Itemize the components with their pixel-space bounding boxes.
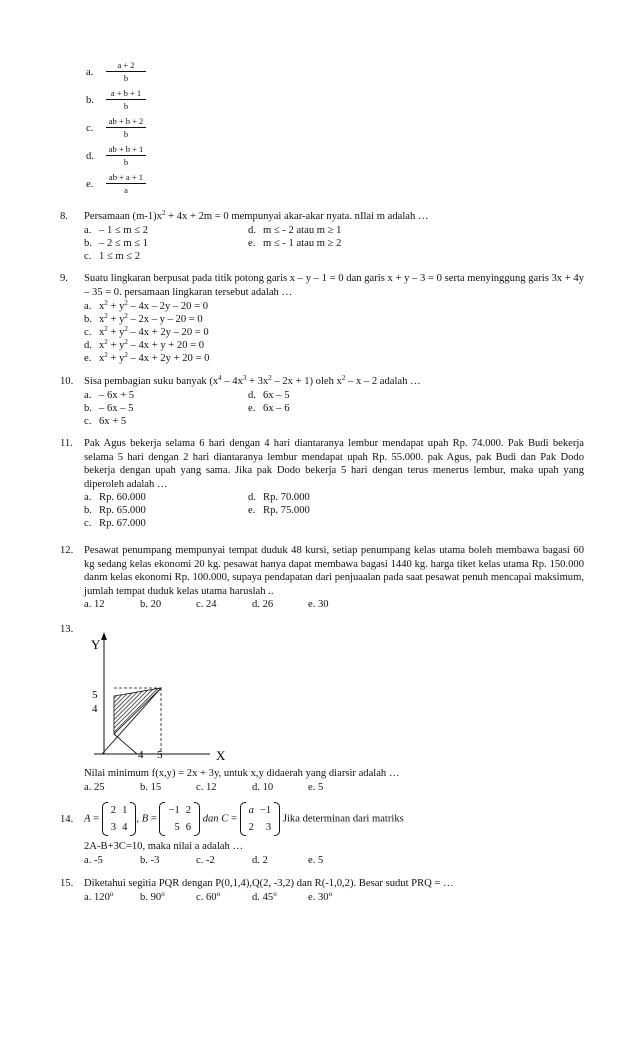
matrix-cell: 2 — [248, 822, 254, 833]
matrix-cell: 4 — [122, 822, 128, 833]
option-a: a. 12 — [84, 599, 105, 610]
fraction-denominator: b — [123, 73, 129, 83]
option-label: e. — [84, 353, 92, 364]
option-label: e. — [248, 238, 256, 249]
option-text: 1 ≤ m ≤ 2 — [99, 251, 141, 262]
prev-option-a — [86, 60, 166, 86]
x-term: x — [99, 327, 105, 338]
question-text: Nilai minimum f(x,y) = 2x + 3y, untuk x,y didaerah yang diarsir adalah … — [84, 768, 400, 779]
superscript: 2 — [104, 338, 108, 346]
option-text: – 4x + y + 20 = 0 — [127, 340, 205, 351]
option-label: a. — [84, 225, 92, 236]
prev-option-d — [86, 144, 166, 170]
matrix-name-a: A — [84, 813, 91, 825]
option-d — [84, 339, 204, 353]
option-a: a. -5 — [84, 855, 103, 866]
option-label: d. — [86, 151, 94, 162]
question-text: Pesawat penumpang mempunyai tempat duduk 48 kursi, setiap penumpang kelas utama boleh membawa bagasi 60 kg sedang kelas ekonomi 20 kg. pesawat hanya dapat membawa bagasi 1440 kg. harga tiket kelas utama Rp. 150.000 danm kelas ekonomi Rp. 100.000, supaya pendapatan dari penjuaalan pada saat pesawat penuh mencapai maksimum, jumlah tempat duduk kelas utama haruslah .. — [84, 545, 584, 597]
superscript: 2 — [341, 374, 346, 382]
x-term: x — [99, 353, 105, 364]
option-text: d. 45 — [252, 892, 274, 903]
question-text-part: – 2x + 1) oleh x — [271, 376, 342, 387]
y-term: + y — [107, 340, 125, 351]
question-text — [84, 375, 584, 389]
option-a — [84, 491, 146, 505]
option-label: e. — [248, 505, 256, 516]
superscript: 2 — [161, 209, 166, 217]
constraint-line-2 — [114, 734, 137, 754]
question-text-part: Persamaan (m-1)x — [84, 211, 162, 222]
option-label: b. — [84, 403, 92, 414]
question-text-line2: 2A-B+3C=10, maka nilai a adalah … — [84, 841, 244, 852]
degree-sign: o — [109, 890, 114, 898]
superscript: 2 — [104, 351, 108, 359]
option-text: 6x – 6 — [263, 403, 290, 414]
x-axis-label: X — [216, 748, 226, 763]
option-d — [252, 891, 277, 905]
question-number: 13. — [60, 624, 74, 635]
equals-sign: = — [230, 813, 237, 825]
question-number: 14. — [60, 814, 74, 825]
option-c: c. 24 — [196, 599, 217, 610]
option-label: c. — [86, 123, 94, 134]
option-label: d. — [248, 390, 256, 401]
fraction — [106, 172, 146, 195]
question-text-part: + 4x + 2m = 0 mempunyai akar-akar nyata. nIlai m adalah … — [165, 211, 429, 222]
question-text-part: Sisa pembagian suku banyak (x — [84, 376, 219, 387]
option-text: Rp. 60.000 — [99, 492, 146, 503]
y-term: + y — [107, 327, 125, 338]
fraction-numerator: ab + b + 1 — [106, 144, 146, 156]
superscript: 2 — [124, 338, 128, 346]
superscript: 2 — [124, 312, 128, 320]
option-c — [84, 250, 140, 264]
y-tick-label: 5 — [92, 689, 98, 701]
option-label: d. — [84, 340, 92, 351]
option-label: b. — [84, 238, 92, 249]
matrix-a — [102, 802, 140, 836]
fraction-numerator: a + b + 1 — [106, 88, 146, 100]
option-text: – 6x – 5 — [99, 403, 134, 414]
option-label: e. — [248, 403, 256, 414]
option-text: a. 120 — [84, 892, 110, 903]
question-text — [84, 210, 584, 224]
degree-sign: o — [273, 890, 277, 898]
option-label: c. — [84, 518, 92, 529]
superscript: 2 — [124, 351, 128, 359]
option-d: d. 26 — [252, 599, 274, 610]
option-text: – 2 ≤ m ≤ 1 — [99, 238, 149, 249]
option-label: d. — [248, 492, 256, 503]
option-d — [248, 224, 341, 238]
option-a — [84, 300, 208, 314]
fraction-numerator: ab + b + 2 — [106, 116, 146, 128]
x-term: x — [99, 314, 105, 325]
option-c — [84, 326, 209, 340]
superscript: 3 — [242, 374, 247, 382]
y-axis-label: Y — [91, 637, 101, 652]
option-c: c. -2 — [196, 855, 215, 866]
option-e — [248, 504, 310, 518]
option-text: – 4x + 2y + 20 = 0 — [127, 353, 210, 364]
matrix-cell: 2 — [185, 805, 192, 816]
option-e: e. 5 — [308, 855, 324, 866]
option-b — [140, 891, 165, 905]
option-text: – 4x – 2y – 20 = 0 — [127, 301, 209, 312]
option-c — [84, 517, 146, 531]
y-axis-arrow-icon — [101, 632, 107, 640]
matrix-c — [240, 802, 281, 836]
question-text: Suatu lingkaran berpusat pada titik potong garis x – y – 1 = 0 dan garis x + y – 3 = 0 serta menyinggung garis 3x + 4y – 35 = 0. persamaan lingkaran tersebut adalah … — [84, 273, 584, 298]
option-b — [84, 504, 146, 518]
option-label: c. — [84, 251, 92, 262]
option-label: a. — [84, 390, 92, 401]
option-text: b. 90 — [140, 892, 162, 903]
superscript: 2 — [104, 312, 108, 320]
question-number: 15. — [60, 878, 74, 889]
matrix-definitions — [84, 802, 404, 836]
option-a — [84, 891, 113, 905]
question-number: 9. — [60, 273, 68, 284]
question-text: Jika determinan dari matriks — [282, 813, 404, 825]
option-text: – 6x + 5 — [99, 390, 135, 401]
shaded-region — [114, 688, 161, 734]
superscript: 4 — [218, 374, 222, 382]
option-text: 6x + 5 — [99, 416, 127, 427]
option-text: Rp. 67.000 — [99, 518, 146, 529]
comma: , — [136, 813, 140, 825]
fraction-denominator: b — [123, 129, 129, 139]
option-text: – 1 ≤ m ≤ 2 — [99, 225, 149, 236]
matrix-cell: a — [248, 805, 254, 816]
prev-option-e — [86, 172, 166, 198]
degree-sign: o — [161, 890, 165, 898]
option-d — [248, 491, 310, 505]
superscript: 2 — [268, 374, 272, 382]
fraction — [106, 116, 146, 139]
option-text: Rp. 70.000 — [263, 492, 310, 503]
option-text: Rp. 75.000 — [263, 505, 310, 516]
equals-sign: = — [150, 813, 157, 825]
x-term: x — [99, 340, 105, 351]
degree-sign: o — [328, 890, 333, 898]
fraction-denominator: a — [124, 185, 128, 195]
dan-word: dan — [202, 813, 219, 825]
option-c: c. 12 — [196, 782, 217, 793]
fraction-numerator: a + 2 — [106, 60, 146, 72]
option-c — [84, 415, 126, 429]
option-label: e. — [86, 179, 94, 190]
superscript: 2 — [104, 325, 108, 333]
option-label: a. — [84, 301, 92, 312]
option-e: e. 30 — [308, 599, 329, 610]
option-label: b. — [86, 95, 94, 106]
matrix-b — [159, 802, 200, 836]
question-text-part: + 3x — [246, 376, 269, 387]
option-d: d. 2 — [252, 855, 268, 866]
feasible-region-graph — [80, 630, 260, 766]
option-b: b. 20 — [140, 599, 162, 610]
option-a — [84, 224, 148, 238]
option-text: c. 60 — [196, 892, 217, 903]
fraction-denominator: b — [123, 157, 129, 167]
fraction — [106, 60, 146, 83]
option-e: e. 5 — [308, 782, 324, 793]
y-term: + y — [107, 301, 125, 312]
option-b — [84, 313, 203, 327]
option-label: a. — [86, 67, 94, 78]
option-text: – 2x – y – 20 = 0 — [127, 314, 203, 325]
y-term: + y — [107, 314, 125, 325]
option-label: d. — [248, 225, 256, 236]
option-a — [84, 389, 134, 403]
option-text: – 4x + 2y – 20 = 0 — [127, 327, 209, 338]
option-b: b. 15 — [140, 782, 162, 793]
option-text: 6x – 5 — [263, 390, 290, 401]
option-e — [84, 352, 209, 366]
option-text: m ≤ - 1 atau m ≥ 2 — [263, 238, 342, 249]
matrix-cell: 5 — [174, 822, 180, 833]
option-text: m ≤ - 2 atau m ≥ 1 — [263, 225, 342, 236]
option-d: d. 10 — [252, 782, 274, 793]
option-c — [196, 891, 220, 905]
fraction — [106, 144, 146, 167]
fraction — [106, 88, 146, 111]
matrix-cell: 1 — [122, 805, 128, 816]
option-label: c. — [84, 416, 92, 427]
x-term: x — [99, 301, 105, 312]
prev-option-c — [86, 116, 166, 142]
x-tick-label: 5 — [157, 749, 163, 761]
option-d — [248, 389, 289, 403]
question-number: 8. — [60, 211, 68, 222]
option-label: a. — [84, 492, 92, 503]
matrix-cell: −1 — [168, 805, 180, 816]
option-text: e. 30 — [308, 892, 329, 903]
question-number: 11. — [60, 438, 73, 449]
question-number: 12. — [60, 545, 74, 556]
option-a: a. 25 — [84, 782, 105, 793]
y-tick-label: 4 — [92, 703, 98, 715]
matrix-name-b: B — [141, 813, 149, 825]
option-label: b. — [84, 505, 92, 516]
question-text-part: – x – 2 adalah … — [345, 376, 421, 387]
option-b: b. -3 — [140, 855, 160, 866]
superscript: 2 — [104, 299, 108, 307]
degree-sign: o — [216, 890, 221, 898]
prev-option-b — [86, 88, 166, 114]
x-tick-label: 4 — [138, 749, 144, 761]
matrix-cell: 3 — [110, 822, 117, 833]
superscript: 2 — [124, 325, 128, 333]
matrix-cell: 6 — [185, 822, 192, 833]
option-label: b. — [84, 314, 92, 325]
fraction-numerator: ab + a + 1 — [106, 172, 146, 184]
superscript: 2 — [124, 299, 128, 307]
matrix-cell: −1 — [259, 805, 272, 816]
fraction-denominator: b — [123, 101, 129, 111]
option-e — [248, 402, 289, 416]
matrix-cell: 3 — [265, 822, 272, 833]
option-e — [248, 237, 341, 251]
option-label: c. — [84, 327, 92, 338]
option-b — [84, 237, 148, 251]
question-number: 10. — [60, 376, 74, 387]
question-text: Diketahui segitia PQR dengan P(0,1,4),Q(2, -3,2) dan R(-1,0,2). Besar sudut PRQ = … — [84, 878, 454, 889]
question-text: Pak Agus bekerja selama 6 hari dengan 4 hari diantaranya lembur mendapat upah Rp. 74.000. Pak Budi bekerja selama 5 hari dengan 2 hari diantaranya lembur mendapat upah Rp. 55.000. pak Agus, pak Budi dan Pak Dodo bekerja dengan upah yang sama. Jika pak Dodo bekerja 5 hari dengan terus menerus lembur, maka upah yang diperoleh adalah … — [84, 438, 584, 490]
y-term: + y — [107, 353, 125, 364]
option-e — [308, 891, 332, 905]
equals-sign: = — [93, 813, 100, 825]
question-text-part: – 4x — [221, 376, 243, 387]
matrix-cell: 2 — [110, 805, 117, 816]
option-text: Rp. 65.000 — [99, 505, 146, 516]
matrix-name-c: C — [221, 813, 229, 825]
option-b — [84, 402, 133, 416]
